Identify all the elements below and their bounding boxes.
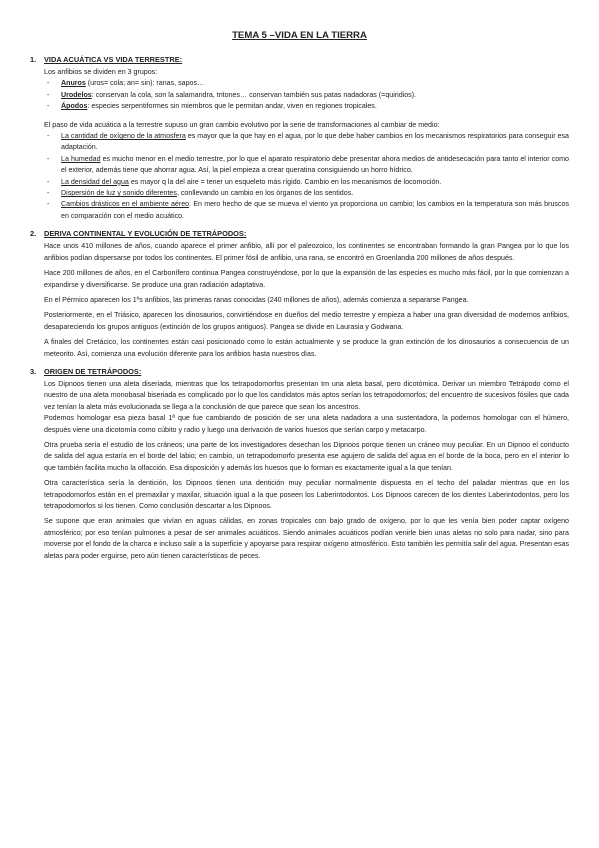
section-number: 2. — [30, 229, 37, 239]
paragraph: El paso de vida acuática a la terrestre supuso un gran cambio evolutivo por la serie de transformaciones al cambiar de medio: — [44, 120, 440, 129]
term: La cantidad de oxígeno de la atmosfera — [61, 132, 186, 141]
section-2-body — [44, 241, 569, 360]
groups-list — [44, 78, 569, 112]
section-title: ORIGEN DE TETRÁPODOS: — [44, 366, 142, 376]
list-item: - La cantidad de oxígeno de la atmosfera es mayor que la que hay en el agua, por lo que debe haber cambios en los mecanismos respiratorios para conseguir esa adaptación. — [47, 132, 569, 152]
section-1-heading — [30, 55, 569, 64]
list-item: - La humedad es mucho menor en el medio terrestre, por lo que el aparato respiratorio debe presentar ahora medios de antidesecación para tanto el interior como el exterior, además tiene que ahorrar agua. Así, la piel empieza a crear queratina consiguiendo un horro hídrico. — [47, 154, 569, 175]
changes-list — [44, 131, 569, 222]
page-title: TEMA 5 –VIDA EN LA TIERRA — [232, 30, 367, 41]
term: Ápodos — [61, 102, 88, 111]
paragraph: Los Dipnoos tienen una aleta diseriada, mientras que los tetrapodomorfos presentan tm una aleta basal, pero dicotómica. Derivar un miembro Tetrápodo como el nuestro de una aleta monobasal biseriada es complicado por lo que los candidatos más aptos serían los tetrapodomorfos; del encuentro de sucesivos fósiles que cada vez tenían la aleta más evolucionada se llega a la conclusión de que parece que sean los ancestros. — [44, 379, 569, 411]
section-title: DERIVA CONTINENTAL Y EVOLUCIÓN DE TETRÁPODOS: — [44, 229, 247, 239]
list-item: - Cambios drásticos en el ambiente aéreo. En mero hecho de que se mueva el viento ya proporciona un cambio; los cambios en la temperatura son más bruscos en comparación con el medio acuático. — [47, 200, 570, 220]
list-item: - Dispersión de luz y sonido diferentes, conllevando un cambio en los órganos de los sentidos. — [47, 189, 354, 198]
list-item: - Urodelos: conservan la cola, son la salamandra, tritones… conservan también sus patas nadadoras (=quiridios). — [47, 90, 417, 99]
list-item: - Anuros (uros= cola; an= sin): ranas, sapos… — [47, 79, 205, 88]
section-1-body — [44, 67, 569, 222]
paragraph: En el Pérmico aparecen los 1ºs anfibios, las primeras ranas conocidas (240 millones de años), además comienza a separarse Pangea. — [44, 295, 469, 304]
term: La densidad del agua — [61, 177, 129, 186]
term: Cambios drásticos en el ambiente aéreo — [61, 200, 190, 209]
paragraph: Posteriormente, en el Triásico, aparecen los dinosaurios, convirtiéndose en dueños del medio terrestre y empieza a haber una gran diversidad de modernos anfibios, desapareciendo los grupos antiguos (extinción de los grupos antiguos). Pangea se divide en Laurasia y Godwana. — [44, 311, 569, 331]
list-item: - La densidad del agua es mayor q la del aire = tener un esqueleto más rígido. Cambio en los mecanismos de locomoción. — [47, 177, 442, 186]
term: Urodelos — [61, 90, 92, 99]
paragraph: Los anfibios se dividen en 3 grupos: — [44, 68, 158, 76]
section-title: VIDA ACUÁTICA VS VIDA TERRESTRE: — [44, 55, 183, 64]
term: Dispersión de luz y sonido diferentes — [61, 189, 177, 198]
section-number: 3. — [30, 366, 37, 376]
section-number: 1. — [30, 55, 37, 64]
list-item: - Ápodos: especies serpentiformes sin miembros que le permitan andar, viven en regiones tropicales. — [47, 102, 377, 111]
paragraph: Otra característica sería la dentición, los Dipnoos tienen una dentición muy peculiar normalmente dispuesta en el techo del paladar mientras que en los tetrapodomorfos están en el premaxilar y maxilar, situación igual a la que poseen los Laberintodontos. Los Dipnoos carecen de los dientes Laberintodontos, pero los tetrapodomorfos si los tienen. Como conclusión descartar a los Dipnoos. — [44, 479, 569, 510]
paragraph: Se supone que eran animales que vivían en aguas cálidas, en zonas tropicales con bajo grado de oxígeno, por lo que les venía bien poder captar oxígeno atmosférico; por eso tenían pulmones a pesar de ser animales acuáticos. Siendo animales acuáticos podían venirle bien unas aletas no solo para nadar, sino para moverse por el fondo de la charca e incluso salir a la superficie y apoyarse para respirar oxígeno atmosférico. Esto también les permitía salir del agua. Presentan esas aletas para poder erguirse, pero aún tienen características de peces. — [44, 517, 569, 560]
section-2-heading — [30, 229, 569, 238]
paragraph: Hace 200 millones de años, en el Carbonífero continua Pangea construyéndose, por lo que la expansión de las especies es mucho más fácil, por lo que comienzan a expandirse y diversificarse. Se produce una gran radiación adaptativa. — [44, 269, 569, 289]
term: Anuros — [61, 79, 86, 88]
paragraph: Hace unos 410 millones de años, cuando aparece el primer anfibio, allí por el paleozoico, los continentes se encontraban formando la gran Pangea por lo que los anfibios podían dispersarse por todos los continentes. El primer fósil de anfibio, una rana, se encontró en Groenlandia 200 millones de años después. — [44, 242, 569, 262]
section-3-heading — [30, 367, 569, 376]
section-3-body — [44, 379, 569, 562]
paragraph: A finales del Cretácico, los continentes están casi posicionado como lo están actualmente y se produce la gran extinción de los dinosaurios a consecuencia de un meteorito. Así, comienza una evolución diferente para los anfibios hasta nuestros días. — [44, 338, 569, 358]
paragraph: Otra prueba sería el estudio de los cráneos; una parte de los investigadores desechan los Dipnoos porque tienen un cráneo muy peculiar. En un Dipnoo el conducto de salida del agua estaría en el borde del labio; en cambio, un tetrapodomorfo presenta ese agujero de salida del agua en el borde de la boca, pero en el interior lo que también facilita mucho la olfacción. Esa disposición y además los huesos que lo forman es exactamente igual a la que tenían. — [44, 440, 569, 472]
paragraph: Podemos homologar esa pieza basal 1ª que fue cambiando de posición de ser una aleta nadadora a una sustentadora, la podemos homologar con el húmero, después viene una dicotomía como cúbito y radio y luego una derivación de varios huesos que serían carpo y metacarpo. — [44, 414, 569, 434]
term: La humedad — [61, 154, 101, 163]
